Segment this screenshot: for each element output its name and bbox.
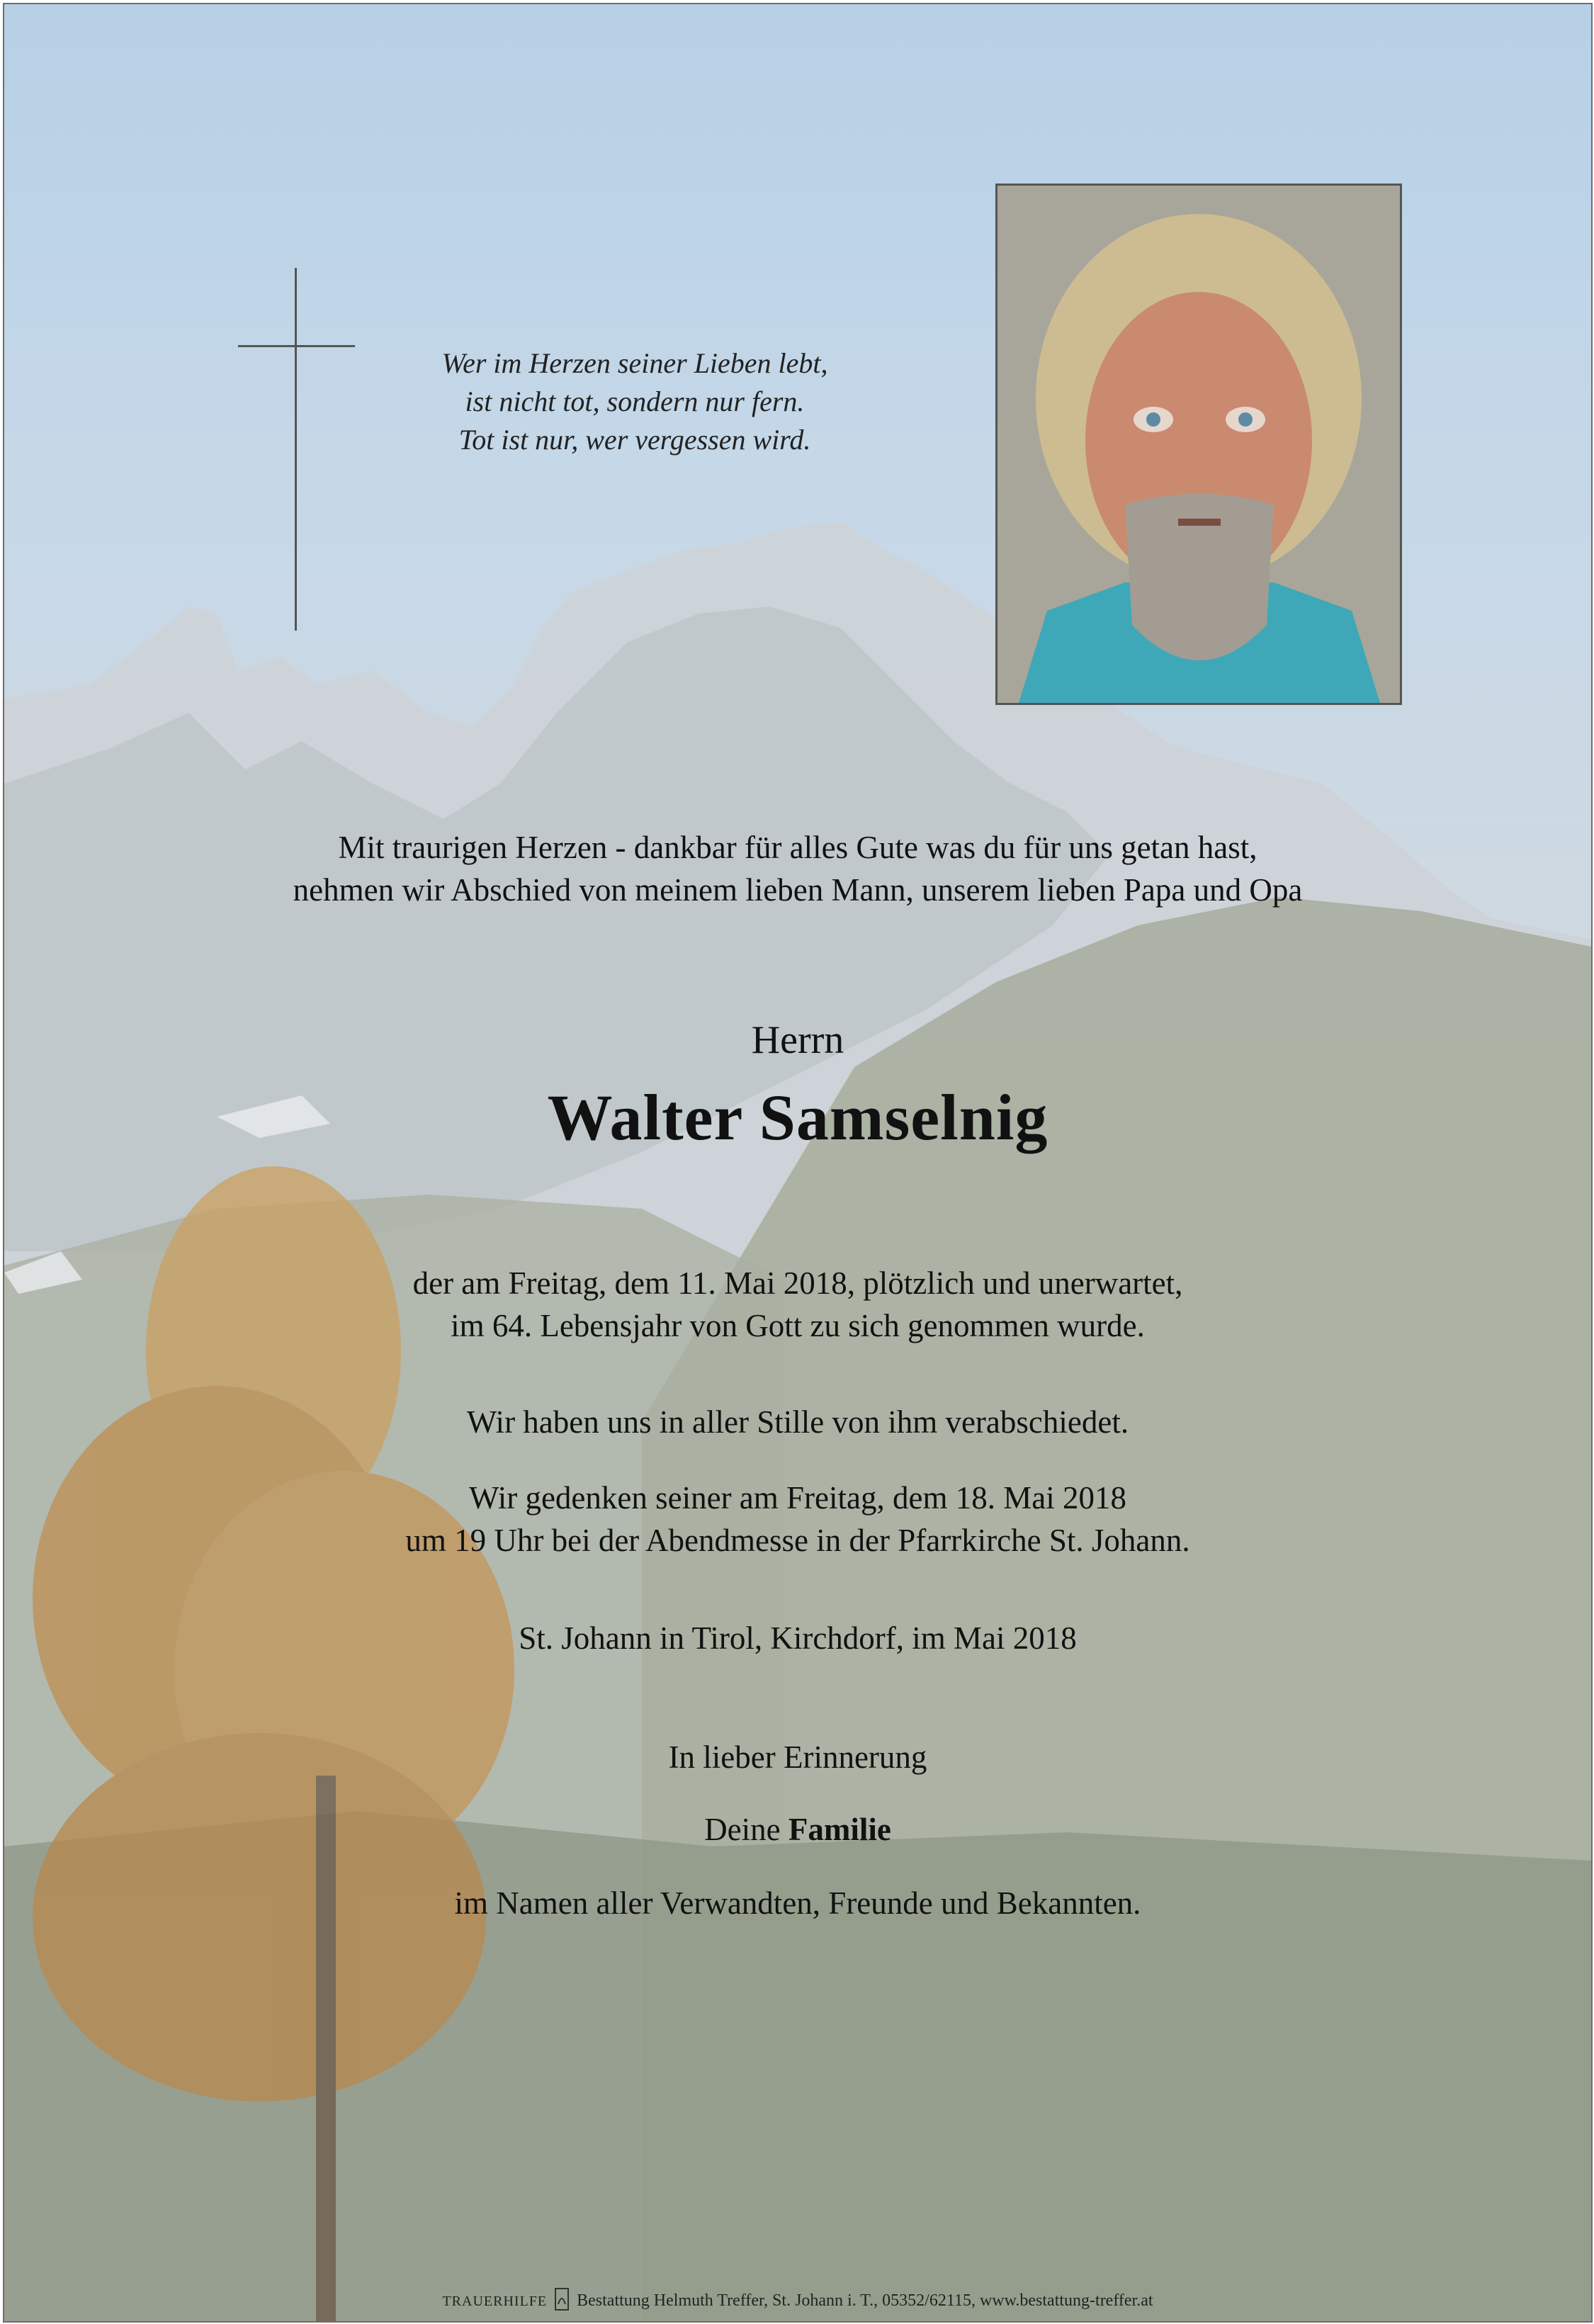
familie-label: Familie	[788, 1812, 891, 1847]
portrait-photo	[995, 184, 1402, 705]
death-line: im 64. Lebensjahr von Gott zu sich genommen wurde.	[451, 1308, 1145, 1343]
relatives-text: im Namen aller Verwandten, Freunde und Bekannten.	[454, 1885, 1141, 1921]
funeral-home-logo-icon	[554, 2287, 570, 2311]
footer-brand: TRAUERHILFE	[442, 2294, 548, 2309]
place-date: St. Johann in Tirol, Kirchdorf, im Mai 2018	[519, 1620, 1077, 1656]
memorial-quote	[373, 344, 897, 459]
quote-line: ist nicht tot, sondern nur fern.	[465, 385, 805, 417]
intro-text	[4, 826, 1591, 911]
intro-line: Mit traurigen Herzen - dankbar für alles Gute was du für uns getan hast,	[338, 830, 1257, 865]
footer-text: Bestattung Helmuth Treffer, St. Johann i. T., 05352/62115, www.bestattung-treffer.at	[577, 2291, 1153, 2310]
memorial-line: um 19 Uhr bei der Abendmesse in der Pfarrkirche St. Johann.	[405, 1523, 1190, 1558]
memorial-line: Wir gedenken seiner am Freitag, dem 18. Mai 2018	[469, 1480, 1126, 1516]
cross-symbol-vertical	[295, 268, 297, 631]
farewell-text: Wir haben uns in aller Stille von ihm verabschiedet.	[466, 1404, 1129, 1440]
deceased-name: Walter Samselnig	[547, 1081, 1048, 1153]
remembrance-text: In lieber Erinnerung	[668, 1739, 927, 1775]
obituary-card	[3, 3, 1593, 2323]
intro-line: nehmen wir Abschied von meinem lieben Mann, unserem lieben Papa und Opa	[293, 872, 1303, 908]
quote-line: Tot ist nur, wer vergessen wird.	[458, 424, 811, 456]
cross-symbol-horizontal	[238, 345, 355, 347]
death-line: der am Freitag, dem 11. Mai 2018, plötzlich und unerwartet,	[412, 1265, 1183, 1301]
funeral-home-footer	[4, 2287, 1591, 2311]
death-notice	[4, 1262, 1591, 1347]
portrait-image	[997, 186, 1400, 703]
salutation: Herrn	[751, 1018, 844, 1062]
family-signature	[4, 1808, 1591, 1851]
quote-line: Wer im Herzen seiner Lieben lebt,	[441, 347, 828, 379]
deine-label: Deine	[704, 1812, 781, 1847]
memorial-service	[4, 1477, 1591, 1562]
